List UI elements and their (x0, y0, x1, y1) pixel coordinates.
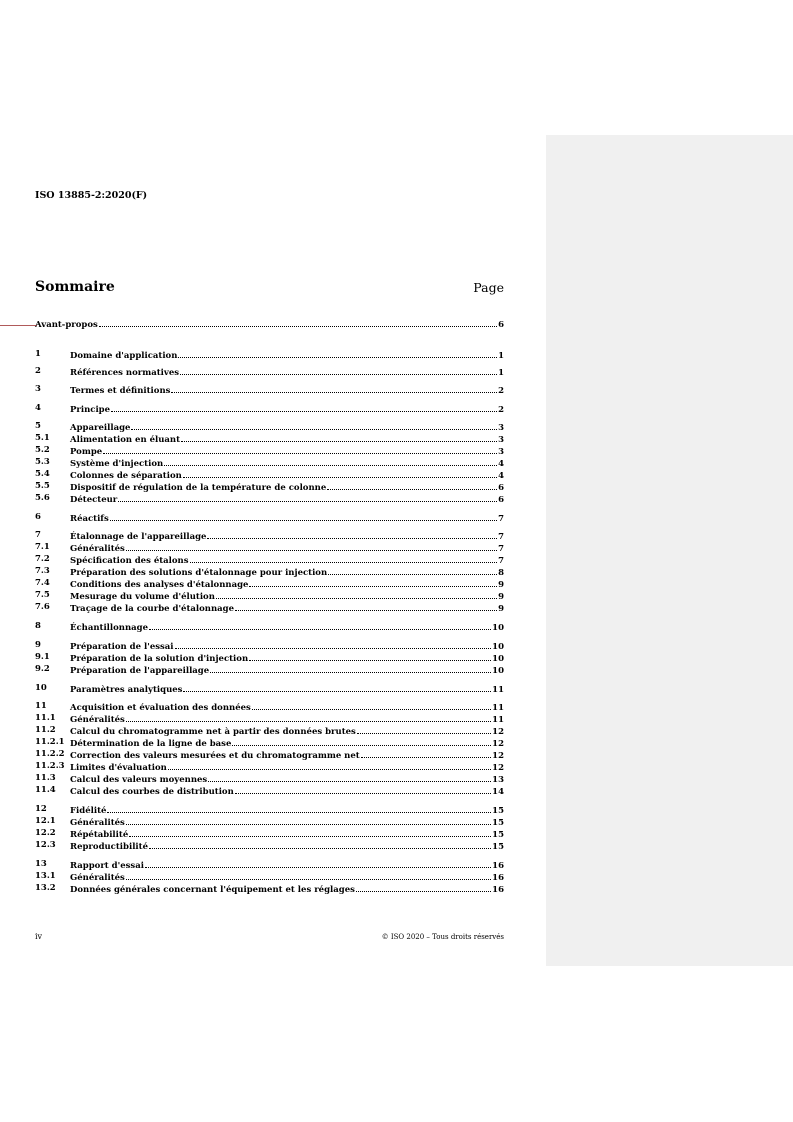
toc-entry-page: 13 (492, 775, 504, 785)
toc-entry-page: 6 (498, 495, 504, 505)
toc-entry-page: 4 (498, 459, 504, 469)
toc-dot-leader (207, 530, 497, 539)
toc-entry-title: Dispositif de régulation de la température de colonne (70, 483, 327, 493)
toc-entry[interactable] (35, 530, 504, 541)
toc-entry-number: 7.2 (35, 554, 50, 564)
toc-entry[interactable] (35, 859, 504, 870)
toc-entry[interactable] (35, 683, 504, 694)
toc-dot-leader (232, 737, 491, 746)
toc-entry-page: 15 (492, 842, 504, 852)
toc-entry-title: Étalonnage de l'appareillage (70, 532, 207, 542)
toc-entry-number: 11.2 (35, 725, 56, 735)
toc-entry-number: 11.1 (35, 713, 56, 723)
toc-entry-number: 13 (35, 859, 47, 869)
toc-entry-title: Données générales concernant l'équipement et les réglages (70, 885, 355, 895)
toc-entry-body (70, 883, 504, 896)
toc-dot-leader (99, 318, 497, 327)
toc-entry-number: 5.4 (35, 469, 50, 479)
toc-dot-leader (126, 542, 497, 551)
toc-entry-number: 11.2.1 (35, 737, 65, 747)
toc-entry-number: 5.5 (35, 481, 50, 491)
toc-entry-title: Reproductibilité (70, 842, 148, 852)
toc-entry-page: 12 (492, 763, 504, 773)
toc-entry-number: 4 (35, 403, 41, 413)
toc-dot-leader (235, 785, 491, 794)
toc-entry[interactable] (35, 785, 504, 796)
toc-entry-page: 15 (492, 830, 504, 840)
toc-entry-number: 2 (35, 366, 41, 376)
toc-dot-leader (111, 403, 497, 412)
toc-dot-leader (180, 366, 497, 375)
toc-entry-body (70, 493, 504, 506)
toc-entry-page: 16 (492, 885, 504, 895)
toc-entry[interactable] (35, 701, 504, 712)
toc-entry-number: 11 (35, 701, 47, 711)
toc-entry-body (70, 602, 504, 615)
toc-entry-page: 6 (498, 320, 504, 330)
toc-entry-title: Termes et définitions (70, 386, 171, 396)
toc-entry-title: Correction des valeurs mesurées et du chromatogramme net (70, 751, 360, 761)
toc-dot-leader (235, 602, 497, 611)
toc-entry-body (70, 512, 504, 525)
toc-entry-page: 10 (492, 642, 504, 652)
toc-entry[interactable] (35, 883, 504, 894)
toc-entry-number: 9.2 (35, 664, 50, 674)
toc-entry-page: 11 (492, 715, 504, 725)
toc-entry-body (35, 318, 504, 331)
toc-dot-leader (252, 701, 491, 710)
toc-entry-title: Alimentation en éluant (70, 435, 181, 445)
toc-entry-number: 11.2.2 (35, 749, 65, 759)
toc-entry-title: Limites d'évaluation (70, 763, 167, 773)
revision-change-mark (0, 325, 37, 326)
toc-entry-title: Appareillage (70, 423, 131, 433)
toc-entry-number: 12 (35, 804, 47, 814)
toc-entry-number: 8 (35, 621, 41, 631)
toc-entry-number: 12.2 (35, 828, 56, 838)
toc-entry-page: 12 (492, 739, 504, 749)
toc-entry[interactable] (35, 457, 504, 468)
toc-entry[interactable] (35, 761, 504, 772)
toc-entry-page: 7 (498, 514, 504, 524)
toc-entry-title: Généralités (70, 818, 125, 828)
toc-entry-number: 5.2 (35, 445, 50, 455)
toc-entry-title: Généralités (70, 544, 125, 554)
toc-dot-leader (164, 457, 497, 466)
toc-entry-body (70, 621, 504, 634)
toc-entry-title: Acquisition et évaluation des données (70, 703, 251, 713)
toc-entry[interactable] (35, 384, 504, 395)
toc-entry-title: Calcul du chromatogramme net à partir des données brutes (70, 727, 356, 737)
toc-dot-leader (181, 433, 497, 442)
toc-entry-page: 3 (498, 435, 504, 445)
toc-entry-body (70, 366, 504, 379)
toc-dot-leader (210, 664, 491, 673)
toc-dot-leader (356, 883, 491, 892)
toc-entry-title: Réactifs (70, 514, 109, 524)
toc-entry[interactable] (35, 664, 504, 675)
toc-dot-leader (149, 621, 491, 630)
toc-entry[interactable] (35, 366, 504, 377)
toc-entry-number: 12.1 (35, 816, 56, 826)
toc-entry[interactable] (35, 713, 504, 724)
toc-entry-number: 10 (35, 683, 47, 693)
toc-entry[interactable] (35, 512, 504, 523)
toc-entry-body (70, 664, 504, 677)
toc-entry-page: 7 (498, 544, 504, 554)
toc-entry[interactable] (35, 828, 504, 839)
comment-pane (546, 135, 793, 966)
toc-entry[interactable] (35, 445, 504, 456)
toc-entry[interactable] (35, 621, 504, 632)
toc-entry[interactable] (35, 433, 504, 444)
toc-entry-title: Calcul des courbes de distribution (70, 787, 234, 797)
toc-dot-leader (208, 773, 491, 782)
toc-dot-leader (126, 713, 491, 722)
toc-entry-title: Calcul des valeurs moyennes (70, 775, 208, 785)
toc-entry-page: 3 (498, 447, 504, 457)
toc-dot-leader (249, 578, 497, 587)
toc-entry-number: 12.3 (35, 840, 56, 850)
toc-dot-leader (149, 840, 491, 849)
toc-dot-leader (103, 445, 497, 454)
toc-entry[interactable] (35, 318, 504, 329)
toc-entry-number: 1 (35, 349, 41, 359)
toc-entry[interactable] (35, 725, 504, 736)
toc-entry[interactable] (35, 737, 504, 748)
toc-entry[interactable] (35, 542, 504, 553)
toc-entry-page: 4 (498, 471, 504, 481)
toc-entry-title: Préparation de l'essai (70, 642, 174, 652)
toc-dot-leader (327, 481, 497, 490)
toc-dot-leader (328, 566, 497, 575)
toc-dot-leader (249, 652, 491, 661)
toc-page-label: Page (473, 280, 504, 295)
toc-entry-title: Traçage de la courbe d'étalonnage (70, 604, 235, 614)
toc-dot-leader (129, 828, 491, 837)
toc-entry[interactable] (35, 773, 504, 784)
toc-entry-number: 13.2 (35, 883, 56, 893)
toc-entry-number: 9 (35, 640, 41, 650)
toc-entry-number: 7.6 (35, 602, 50, 612)
toc-dot-leader (171, 384, 497, 393)
toc-entry-page: 15 (492, 818, 504, 828)
toc-dot-leader (126, 816, 491, 825)
toc-entry-number: 3 (35, 384, 41, 394)
toc-entry[interactable] (35, 578, 504, 589)
toc-entry-page: 3 (498, 423, 504, 433)
toc-entry[interactable] (35, 652, 504, 663)
toc-entry-number: 5.1 (35, 433, 50, 443)
toc-entry-body (70, 785, 504, 798)
toc-entry-body (70, 349, 504, 362)
toc-entry-title: Préparation des solutions d'étalonnage pour injection (70, 568, 328, 578)
toc-dot-leader (168, 761, 491, 770)
toc-entry-number: 13.1 (35, 871, 56, 881)
toc-entry-title: Pompe (70, 447, 103, 457)
toc-dot-leader (107, 804, 491, 813)
toc-entry-page: 16 (492, 873, 504, 883)
toc-dot-leader (357, 725, 491, 734)
toc-entry-number: 7.1 (35, 542, 50, 552)
toc-entry[interactable] (35, 554, 504, 565)
toc-entry-page: 10 (492, 654, 504, 664)
toc-entry-page: 2 (498, 405, 504, 415)
toc-entry-title: Conditions des analyses d'étalonnage (70, 580, 249, 590)
toc-entry-number: 5.6 (35, 493, 50, 503)
toc-entry-title: Répétabilité (70, 830, 129, 840)
toc-entry-page: 11 (492, 685, 504, 695)
toc-entry[interactable] (35, 871, 504, 882)
toc-dot-leader (183, 683, 491, 692)
toc-dot-leader (361, 749, 491, 758)
toc-entry[interactable] (35, 840, 504, 851)
toc-entry-number: 5.3 (35, 457, 50, 467)
toc-entry[interactable] (35, 749, 504, 760)
toc-entry[interactable] (35, 403, 504, 414)
toc-entry-page: 12 (492, 727, 504, 737)
toc-entry-title: Colonnes de séparation (70, 471, 182, 481)
toc-dot-leader (190, 554, 498, 563)
toc-entry-title: Références normatives (70, 368, 180, 378)
footer-copyright: © ISO 2020 – Tous droits réservés (381, 933, 504, 941)
toc-entry[interactable] (35, 469, 504, 480)
toc-entry-body (70, 840, 504, 853)
toc-entry-title: Détecteur (70, 495, 118, 505)
toc-entry-number: 9.1 (35, 652, 50, 662)
toc-dot-leader (216, 590, 497, 599)
toc-entry-page: 1 (498, 368, 504, 378)
toc-dot-leader (175, 640, 492, 649)
toc-dot-leader (110, 512, 497, 521)
toc-entry-body (70, 403, 504, 416)
toc-entry-title: Domaine d'application (70, 351, 178, 361)
toc-entry-title: Paramètres analytiques (70, 685, 183, 695)
toc-entry-page: 2 (498, 386, 504, 396)
toc-entry-page: 16 (492, 861, 504, 871)
toc-entry-page: 14 (492, 787, 504, 797)
toc-entry-page: 7 (498, 532, 504, 542)
toc-entry-title: Préparation de l'appareillage (70, 666, 210, 676)
toc-entry-number: 7.4 (35, 578, 50, 588)
toc-entry[interactable] (35, 602, 504, 613)
toc-entry-title: Mesurage du volume d'élution (70, 592, 215, 602)
toc-entry-page: 7 (498, 556, 504, 566)
toc-entry-title: Généralités (70, 873, 125, 883)
toc-entry-page: 9 (498, 580, 504, 590)
toc-entry-title: Préparation de la solution d'injection (70, 654, 249, 664)
toc-entry-title: Détermination de la ligne de base (70, 739, 232, 749)
toc-entry-title: Système d'injection (70, 459, 164, 469)
footer-page-number: iv (35, 932, 43, 941)
toc-entry-number: 11.4 (35, 785, 56, 795)
toc-entry-page: 15 (492, 806, 504, 816)
toc-entry-number: 7.3 (35, 566, 50, 576)
toc-entry-number: 11.2.3 (35, 761, 65, 771)
toc-dot-leader (126, 871, 491, 880)
toc-entry[interactable] (35, 481, 504, 492)
toc-entry[interactable] (35, 349, 504, 360)
toc-entry-title: Avant-propos (35, 320, 98, 330)
toc-entry-page: 10 (492, 666, 504, 676)
toc-dot-leader (118, 493, 497, 502)
toc-title: Sommaire (35, 279, 115, 295)
toc-entry[interactable] (35, 566, 504, 577)
toc-entry-page: 9 (498, 604, 504, 614)
toc-entry-number: 7.5 (35, 590, 50, 600)
toc-entry[interactable] (35, 804, 504, 815)
toc-entry-title: Généralités (70, 715, 125, 725)
toc-entry-title: Principe (70, 405, 111, 415)
toc-entry-body (70, 683, 504, 696)
toc-entry-page: 6 (498, 483, 504, 493)
toc-entry[interactable] (35, 493, 504, 504)
toc-entry-number: 7 (35, 530, 41, 540)
toc-entry[interactable] (35, 816, 504, 827)
toc-entry[interactable] (35, 590, 504, 601)
toc-entry-body (70, 384, 504, 397)
toc-entry-page: 10 (492, 623, 504, 633)
toc-entry[interactable] (35, 640, 504, 651)
toc-dot-leader (178, 349, 497, 358)
toc-entry-page: 9 (498, 592, 504, 602)
toc-entry-number: 11.3 (35, 773, 56, 783)
toc-entry-number: 5 (35, 421, 41, 431)
toc-dot-leader (145, 859, 491, 868)
toc-dot-leader (183, 469, 497, 478)
document-reference: ISO 13885-2:2020(F) (35, 190, 148, 201)
toc-entry[interactable] (35, 421, 504, 432)
toc-entry-number: 6 (35, 512, 41, 522)
toc-entry-title: Spécification des étalons (70, 556, 189, 566)
toc-entry-page: 8 (498, 568, 504, 578)
toc-dot-leader (131, 421, 497, 430)
toc-entry-page: 11 (492, 703, 504, 713)
toc-entry-title: Rapport d'essai (70, 861, 144, 871)
toc-entry-title: Échantillonnage (70, 623, 149, 633)
toc-entry-page: 1 (498, 351, 504, 361)
toc-entry-title: Fidélité (70, 806, 107, 816)
toc-entry-page: 12 (492, 751, 504, 761)
